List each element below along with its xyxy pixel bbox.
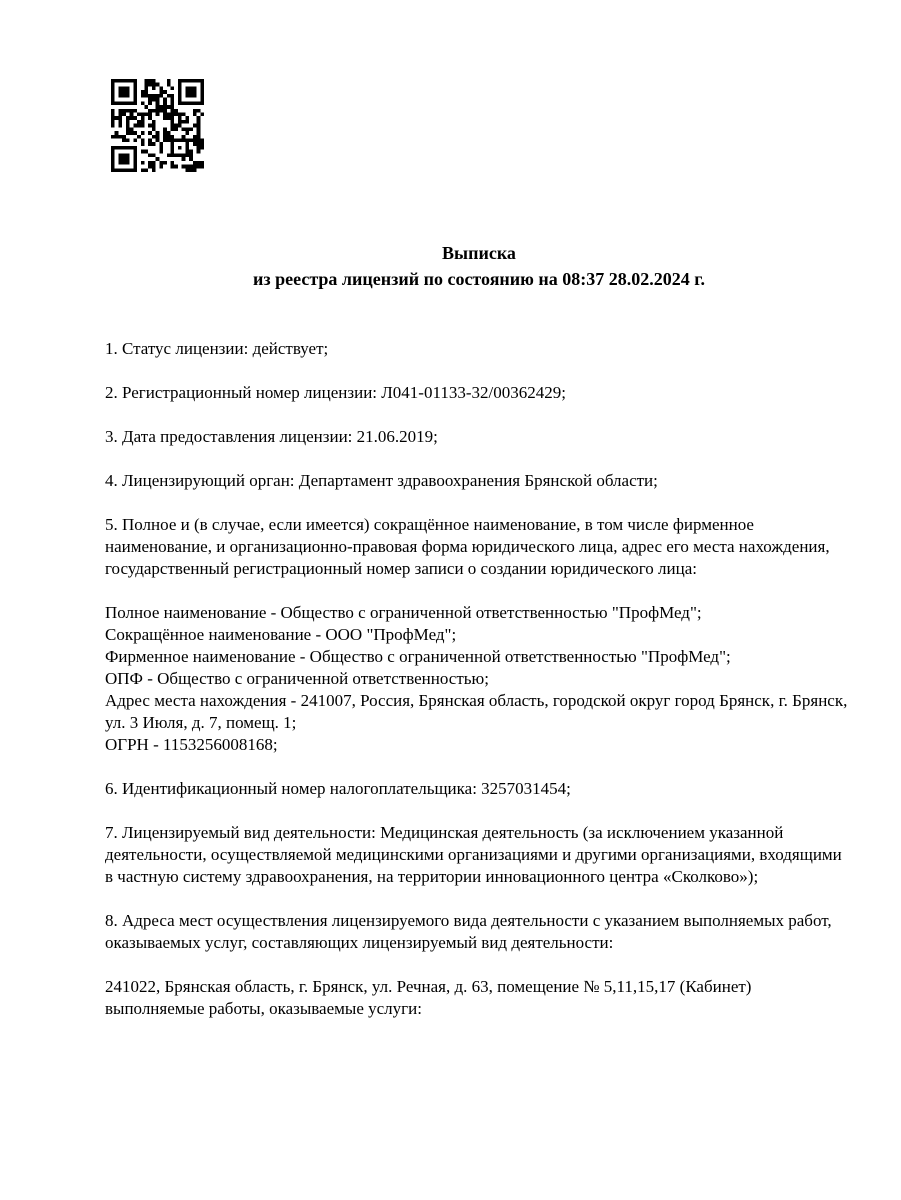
license-status-paragraph: 1. Статус лицензии: действует; bbox=[105, 339, 329, 358]
legal-entity-intro-paragraph: 5. Полное и (в случае, если имеется) сокращённое наименование, в том числе фирменное наименование, и организационно-правовая форма юридического лица, адрес его места нахождения, государственный регистрационный номер записи о создании юридического лица: bbox=[105, 515, 830, 578]
qr-code-icon bbox=[111, 79, 204, 172]
licensing-authority-paragraph: 4. Лицензирующий орган: Департамент здравоохранения Брянской области; bbox=[105, 471, 658, 490]
qr-code bbox=[111, 79, 204, 172]
ogrn-line: ОГРН - 1153256008168; bbox=[105, 735, 278, 754]
full-name-line: Полное наименование - Общество с ограниченной ответственностью "ПрофМед"; bbox=[105, 603, 702, 622]
activity-type-paragraph: 7. Лицензируемый вид деятельности: Медицинская деятельность (за исключением указанной деятельности, осуществляемой медицинскими организациями и другими организациями, входящими в частную систему здравоохранения, на территории инновационного центра «Сколково»); bbox=[105, 823, 842, 886]
brand-name-line: Фирменное наименование - Общество с ограниченной ответственностью "ПрофМед"; bbox=[105, 647, 731, 666]
legal-address-line: Адрес места нахождения - 241007, Россия, Брянская область, городской округ город Брянск, г. Брянск, ул. 3 Июля, д. 7, помещ. 1; bbox=[105, 691, 848, 732]
registration-number-paragraph: 2. Регистрационный номер лицензии: Л041-01133-32/00362429; bbox=[105, 383, 566, 402]
services-intro-line: выполняемые работы, оказываемые услуги: bbox=[105, 999, 422, 1018]
document-title-line2: из реестра лицензий по состоянию на 08:37 28.02.2024 г. bbox=[253, 269, 705, 289]
activity-address-line: 241022, Брянская область, г. Брянск, ул. Речная, д. 63, помещение № 5,11,15,17 (Кабинет) bbox=[105, 977, 752, 996]
document-title bbox=[105, 240, 853, 292]
document-body bbox=[105, 240, 853, 1042]
short-name-line: Сокращённое наименование - ООО "ПрофМед"; bbox=[105, 625, 457, 644]
activity-addresses-intro-paragraph: 8. Адреса мест осуществления лицензируемого вида деятельности с указанием выполняемых работ, оказываемых услуг, составляющих лицензируемый вид деятельности: bbox=[105, 911, 832, 952]
activity-address-block bbox=[105, 976, 853, 1020]
opf-line: ОПФ - Общество с ограниченной ответственностью; bbox=[105, 669, 489, 688]
legal-entity-details-block bbox=[105, 602, 853, 756]
document-title-line1: Выписка bbox=[442, 243, 516, 263]
inn-paragraph: 6. Идентификационный номер налогоплательщика: 3257031454; bbox=[105, 779, 571, 798]
grant-date-paragraph: 3. Дата предоставления лицензии: 21.06.2019; bbox=[105, 427, 438, 446]
